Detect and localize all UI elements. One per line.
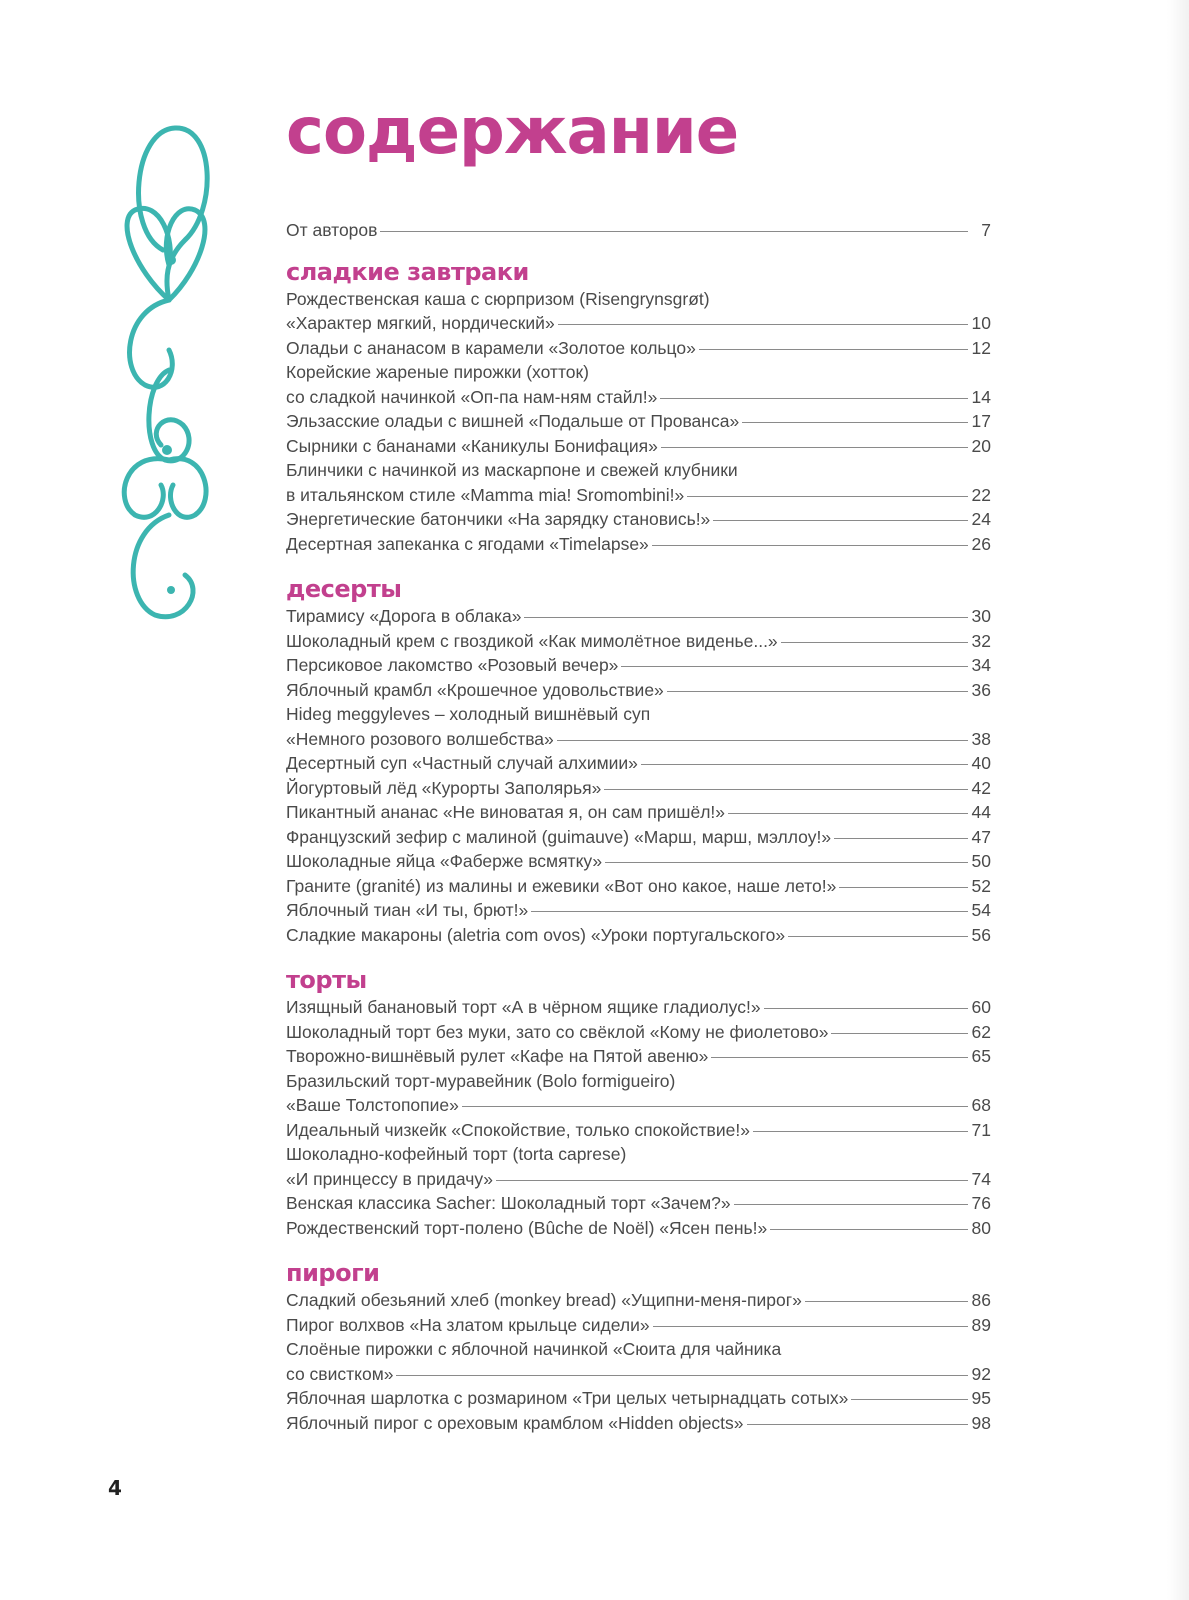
dot-leader xyxy=(831,1033,968,1034)
entry-page-number: 98 xyxy=(971,1412,991,1433)
entry-title: «Ваше Толстопопие» xyxy=(286,1095,459,1115)
dot-leader xyxy=(747,1424,968,1425)
decorative-flourish-icon xyxy=(105,120,225,630)
dot-leader xyxy=(661,447,968,448)
entry-page-number: 89 xyxy=(971,1314,991,1335)
entry-title-line: Рождественская каша с сюрпризом (Risengrynsgrøt) xyxy=(286,288,710,309)
entry-page-number: 20 xyxy=(971,435,991,456)
table-of-contents xyxy=(286,95,991,1435)
dot-leader xyxy=(621,666,968,667)
dot-leader xyxy=(851,1399,968,1400)
toc-entry-intro xyxy=(286,218,991,243)
toc-entry xyxy=(286,825,991,850)
entry-title: «Немного розового волшебства» xyxy=(286,728,554,749)
entry-title: в итальянском стиле «Mamma mia! Sromombini!» xyxy=(286,484,685,505)
dot-leader xyxy=(524,617,968,618)
entry-title: «Характер мягкий, нордический» xyxy=(286,313,555,333)
toc-entry xyxy=(286,1142,991,1191)
entry-page-number: 30 xyxy=(971,606,991,626)
dot-leader xyxy=(641,764,968,765)
page-number: 4 xyxy=(108,1476,122,1500)
entry-page-number: 80 xyxy=(971,1217,991,1238)
dot-leader xyxy=(396,1375,968,1376)
entry-title-line: Блинчики с начинкой из маскарпоне и свежей клубники xyxy=(286,460,738,480)
entry-page-number: 32 xyxy=(971,630,991,651)
entry-title-line: Корейские жареные пирожки (хотток) xyxy=(286,362,589,382)
toc-entry xyxy=(286,995,991,1020)
dot-leader xyxy=(687,496,968,497)
entry-title: От авторов xyxy=(286,220,378,240)
toc-entry xyxy=(286,287,991,336)
entry-title: Шоколадные яйца «Фаберже всмятку» xyxy=(286,851,603,871)
entry-page-number: 95 xyxy=(971,1388,991,1408)
entry-title: Тирамису «Дорога в облака» xyxy=(286,606,522,626)
entry-page-number: 36 xyxy=(971,679,991,700)
toc-entry xyxy=(286,409,991,434)
entry-title: Шоколадный крем с гвоздикой «Как мимолётное виденье...» xyxy=(286,630,778,651)
entry-page-number: 65 xyxy=(971,1046,991,1066)
entry-page-number: 38 xyxy=(971,728,991,749)
entry-title: Изящный банановый торт «А в чёрном ящике гладиолус!» xyxy=(286,997,761,1017)
entry-title: Оладьи с ананасом в карамели «Золотое кольцо» xyxy=(286,337,696,358)
entry-title: Шоколадный торт без муки, зато со свёклой «Кому не фиолетово» xyxy=(286,1021,829,1042)
toc-sections xyxy=(286,257,991,1436)
toc-entry xyxy=(286,1337,991,1386)
entry-title: Пикантный ананас «Не виноватая я, он сам пришёл!» xyxy=(286,802,725,822)
toc-entry xyxy=(286,1044,991,1069)
entry-page-number: 34 xyxy=(971,655,991,675)
dot-leader xyxy=(770,1229,968,1230)
toc-entry xyxy=(286,507,991,532)
entry-title: Французский зефир с малиной (guimauve) «Марш, марш, мэллоу!» xyxy=(286,826,832,847)
entry-title: Яблочный крамбл «Крошечное удовольствие» xyxy=(286,679,664,700)
dot-leader xyxy=(728,813,968,814)
dot-leader xyxy=(711,1057,968,1058)
toc-entry xyxy=(286,751,991,776)
entry-page-number: 62 xyxy=(971,1021,991,1042)
page-title: содержание xyxy=(286,95,739,169)
entry-page-number: 56 xyxy=(971,924,991,945)
toc-entry xyxy=(286,1216,991,1241)
toc-entry xyxy=(286,1288,991,1313)
entry-page-number: 26 xyxy=(971,533,991,554)
dot-leader xyxy=(734,1204,968,1205)
dot-leader xyxy=(667,691,968,692)
toc-entry xyxy=(286,923,991,948)
toc-entry xyxy=(286,653,991,678)
dot-leader xyxy=(839,887,968,888)
toc-entry xyxy=(286,776,991,801)
dot-leader xyxy=(557,740,968,741)
dot-leader xyxy=(805,1301,968,1302)
entry-page-number: 52 xyxy=(971,875,991,896)
dot-leader xyxy=(713,520,968,521)
toc-entry xyxy=(286,1020,991,1045)
page-edge-shadow xyxy=(1167,0,1189,1600)
toc-entry xyxy=(286,458,991,507)
entry-page-number: 74 xyxy=(971,1168,991,1189)
dot-leader xyxy=(604,789,968,790)
entry-title: Персиковое лакомство «Розовый вечер» xyxy=(286,655,619,675)
entry-title-line: Шоколадно-кофейный торт (torta caprese) xyxy=(286,1144,627,1164)
entry-title: Творожно-вишнёвый рулет «Кафе на Пятой авеню» xyxy=(286,1046,709,1066)
entry-title: Яблочный тиан «И ты, брют!» xyxy=(286,900,529,920)
entry-page-number: 60 xyxy=(971,997,991,1017)
entry-title: Рождественский торт-полено (Bûche de Noël) «Ясен пень!» xyxy=(286,1217,768,1238)
entry-title: Яблочная шарлотка с розмарином «Три целых четырнадцать сотых» xyxy=(286,1388,849,1408)
dot-leader xyxy=(742,422,968,423)
dot-leader xyxy=(531,911,968,912)
entry-title: Десертная запеканка с ягодами «Timelapse» xyxy=(286,533,649,554)
toc-entry xyxy=(286,1386,991,1411)
section-heading: пироги xyxy=(286,1259,380,1287)
dot-leader xyxy=(558,324,968,325)
entry-title-line: Слоёные пирожки с яблочной начинкой «Сюита для чайника xyxy=(286,1339,782,1359)
entry-page-number: 7 xyxy=(981,220,991,240)
entry-title: Йогуртовый лёд «Курорты Заполярья» xyxy=(286,777,602,798)
entry-page-number: 71 xyxy=(971,1119,991,1140)
entry-page-number: 22 xyxy=(971,484,991,505)
entry-title: «И принцессу в придачу» xyxy=(286,1168,493,1189)
entry-page-number: 12 xyxy=(971,337,991,358)
toc-entry xyxy=(286,678,991,703)
entry-title: Венская классика Sacher: Шоколадный торт «Зачем?» xyxy=(286,1193,731,1213)
entry-title-line: Бразильский торт-муравейник (Bolo formigueiro) xyxy=(286,1070,676,1091)
entry-title: Яблочный пирог с ореховым крамблом «Hidden objects» xyxy=(286,1412,744,1433)
toc-entry xyxy=(286,702,991,751)
entry-title-line: Hideg meggyleves – холодный вишнёвый суп xyxy=(286,704,651,724)
entry-page-number: 10 xyxy=(971,313,991,333)
dot-leader xyxy=(605,862,968,863)
entry-page-number: 54 xyxy=(971,900,991,920)
entry-title: Десертный суп «Частный случай алхимии» xyxy=(286,753,638,773)
toc-entry xyxy=(286,874,991,899)
toc-entry xyxy=(286,434,991,459)
toc-entry xyxy=(286,360,991,409)
entry-title: со свистком» xyxy=(286,1363,394,1384)
entry-title: Сладкие макароны (aletria com ovos) «Уроки португальского» xyxy=(286,924,786,945)
dot-leader xyxy=(652,545,968,546)
toc-entry xyxy=(286,1191,991,1216)
toc-entry xyxy=(286,629,991,654)
entry-page-number: 76 xyxy=(971,1193,991,1213)
section-heading: десерты xyxy=(286,575,402,603)
toc-entry xyxy=(286,898,991,923)
dot-leader xyxy=(781,642,968,643)
entry-page-number: 86 xyxy=(971,1290,991,1310)
entry-page-number: 92 xyxy=(971,1363,991,1384)
entry-page-number: 68 xyxy=(971,1095,991,1115)
toc-entry xyxy=(286,849,991,874)
entry-page-number: 47 xyxy=(971,826,991,847)
dot-leader xyxy=(788,936,968,937)
toc-entry xyxy=(286,1069,991,1118)
entry-page-number: 24 xyxy=(971,509,991,529)
entry-title: Пирог волхвов «На златом крыльце сидели» xyxy=(286,1314,650,1335)
toc-entry xyxy=(286,604,991,629)
entry-page-number: 14 xyxy=(971,386,991,407)
toc-entry xyxy=(286,1313,991,1338)
toc-entry xyxy=(286,336,991,361)
dot-leader xyxy=(496,1180,968,1181)
dot-leader xyxy=(653,1326,968,1327)
dot-leader xyxy=(764,1008,968,1009)
entry-page-number: 44 xyxy=(971,802,991,822)
dot-leader xyxy=(462,1106,968,1107)
dot-leader xyxy=(699,349,968,350)
entry-title: Эльзасские оладьи с вишней «Подальше от Прованса» xyxy=(286,411,740,431)
entry-title: Сырники с бананами «Каникулы Бонифация» xyxy=(286,435,658,456)
section-heading: торты xyxy=(286,966,367,994)
dot-leader xyxy=(834,838,968,839)
entry-page-number: 50 xyxy=(971,851,991,871)
dot-leader xyxy=(660,398,968,399)
dot-leader xyxy=(380,231,968,232)
toc-entry xyxy=(286,532,991,557)
entry-page-number: 17 xyxy=(971,411,991,431)
toc-entry xyxy=(286,800,991,825)
toc-entry xyxy=(286,1118,991,1143)
entry-title: Граните (granité) из малины и ежевики «Вот оно какое, наше лето!» xyxy=(286,875,837,896)
section-heading: сладкие завтраки xyxy=(286,257,529,286)
entry-title: Сладкий обезьяний хлеб (monkey bread) «Ущипни-меня-пирог» xyxy=(286,1290,802,1310)
entry-title: Идеальный чизкейк «Спокойствие, только спокойствие!» xyxy=(286,1119,750,1140)
dot-leader xyxy=(753,1131,968,1132)
entry-title: Энергетические батончики «На зарядку становись!» xyxy=(286,509,711,529)
toc-entry xyxy=(286,1411,991,1436)
entry-page-number: 42 xyxy=(971,777,991,798)
entry-page-number: 40 xyxy=(971,753,991,773)
entry-title: со сладкой начинкой «Оп-па нам-ням стайл!» xyxy=(286,386,658,407)
